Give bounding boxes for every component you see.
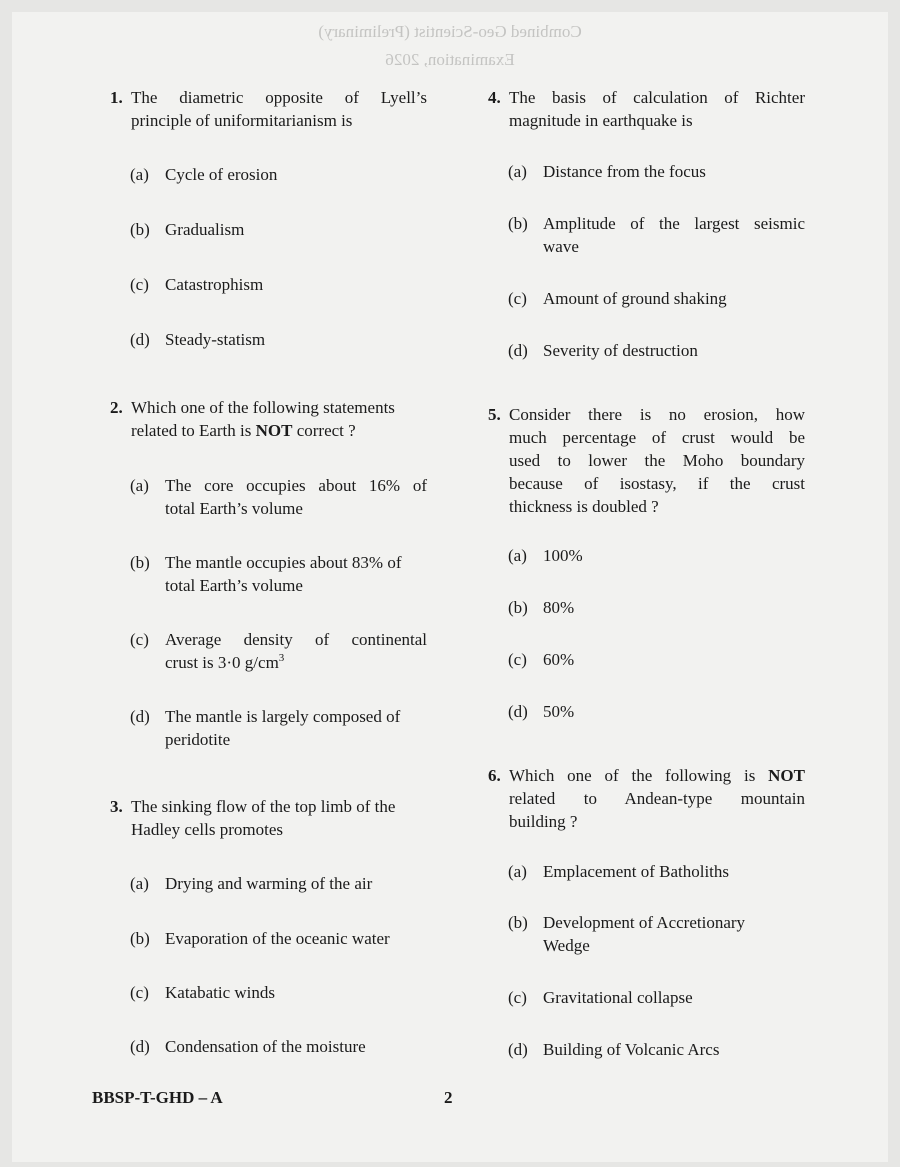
option-text: Severity of destruction [543, 341, 698, 360]
question-number: 6. [488, 766, 501, 785]
option-text: Condensation of the moisture [165, 1037, 366, 1056]
option-text: Building of Volcanic Arcs [543, 1040, 720, 1059]
stem-line [509, 764, 805, 787]
option-text: Steady-statism [165, 330, 266, 349]
option-text: Wedge [543, 936, 590, 955]
option-text: wave [543, 237, 579, 256]
option-text: Distance from the focus [543, 162, 706, 181]
stem-line: building ? [509, 812, 578, 831]
option-text: Gravitational collapse [543, 988, 693, 1007]
option-label: (a) [508, 546, 527, 565]
option-text: Cycle of erosion [165, 165, 278, 184]
question-number: 4. [488, 88, 501, 107]
option-text: crust is 3·0 g/cm [165, 653, 279, 672]
option-text: 100% [543, 546, 583, 565]
option-text: Catastrophism [165, 275, 264, 294]
stem-line: The sinking flow of the top limb of the [131, 797, 396, 816]
option-label: (c) [508, 650, 527, 669]
option-label: (b) [508, 913, 528, 932]
stem-line: Which one of the following statements [131, 398, 395, 417]
stem-emphasis: NOT [768, 766, 805, 785]
option-label: (c) [130, 983, 149, 1002]
stem-line: much percentage of crust would be [509, 428, 805, 447]
option-label: (b) [508, 598, 528, 617]
stem-line: related to Andean-type mountain [509, 789, 805, 808]
option-label: (d) [130, 330, 150, 349]
option-text: Evaporation of the oceanic water [165, 929, 390, 948]
superscript: 3 [278, 652, 285, 664]
question-number: 3. [110, 797, 123, 816]
option-label: (c) [130, 275, 149, 294]
option-text: The mantle occupies about 83% of [165, 553, 402, 572]
option-text: Average density of continental [165, 630, 427, 649]
option-text: Drying and warming of the air [165, 874, 373, 893]
question-5-stem [488, 403, 805, 518]
option-label: (d) [508, 702, 528, 721]
option-label: (c) [130, 630, 149, 649]
option-text: total Earth’s volume [165, 499, 303, 518]
option-text: 50% [543, 702, 575, 721]
exam-page [12, 12, 888, 1162]
question-6-stem [488, 764, 805, 833]
option-text: 80% [543, 598, 575, 617]
option-label: (a) [508, 162, 527, 181]
stem-line: magnitude in earthquake is [509, 111, 693, 130]
option-text: Development of Accretionary [543, 913, 746, 932]
booklet-code: BBSP-T-GHD – A [92, 1088, 223, 1107]
option-text: The core occupies about 16% of [165, 476, 427, 495]
option-text: Amount of ground shaking [543, 289, 727, 308]
stem-line [131, 419, 427, 442]
question-2-stem [110, 396, 427, 442]
option-label: (b) [130, 929, 150, 948]
option-text: The mantle is largely composed of [165, 707, 401, 726]
option-label: (b) [130, 220, 150, 239]
stem-text: Which one of the following is [509, 766, 756, 785]
option-text: total Earth’s volume [165, 576, 303, 595]
stem-line: Hadley cells promotes [131, 820, 284, 839]
option-label: (b) [130, 553, 150, 572]
option-label: (c) [508, 289, 527, 308]
option-label: (a) [130, 165, 149, 184]
option-text: peridotite [165, 730, 231, 749]
stem-line: The diametric opposite of Lyell’s [131, 88, 427, 107]
page-number: 2 [444, 1088, 453, 1107]
option-label: (a) [130, 874, 149, 893]
option-label: (d) [130, 707, 150, 726]
option-label: (c) [508, 988, 527, 1007]
stem-line: The basis of calculation of Richter [509, 88, 805, 107]
option-label: (d) [508, 341, 528, 360]
bleed-through-header: Combined Geo-Scientist (Preliminary) [318, 22, 582, 41]
bleed-through-subheader: Examination, 2026 [385, 50, 515, 69]
question-3-stem [110, 795, 431, 841]
stem-line: used to lower the Moho boundary [509, 451, 805, 470]
option-label: (d) [130, 1037, 150, 1056]
option-label: (a) [508, 862, 527, 881]
stem-line: because of isostasy, if the crust [509, 474, 805, 493]
option-text: Gradualism [165, 220, 245, 239]
option-text: 60% [543, 650, 575, 669]
option-text: Katabatic winds [165, 983, 275, 1002]
option-label: (b) [508, 214, 528, 233]
question-4-stem [488, 86, 805, 132]
stem-text: related to Earth is [131, 421, 252, 440]
option-label: (d) [508, 1040, 528, 1059]
question-number: 2. [110, 398, 123, 417]
stem-line: principle of uniformitarianism is [131, 111, 353, 130]
stem-line: thickness is doubled ? [509, 497, 659, 516]
stem-text: correct ? [296, 421, 356, 440]
stem-emphasis: NOT [255, 421, 293, 440]
option-text: Amplitude of the largest seismic [543, 214, 805, 233]
question-1-stem [110, 86, 427, 132]
stem-line: Consider there is no erosion, how [509, 405, 805, 424]
question-number: 5. [488, 405, 501, 424]
option-text: Emplacement of Batholiths [543, 862, 730, 881]
question-number: 1. [110, 88, 123, 107]
option-label: (a) [130, 476, 149, 495]
